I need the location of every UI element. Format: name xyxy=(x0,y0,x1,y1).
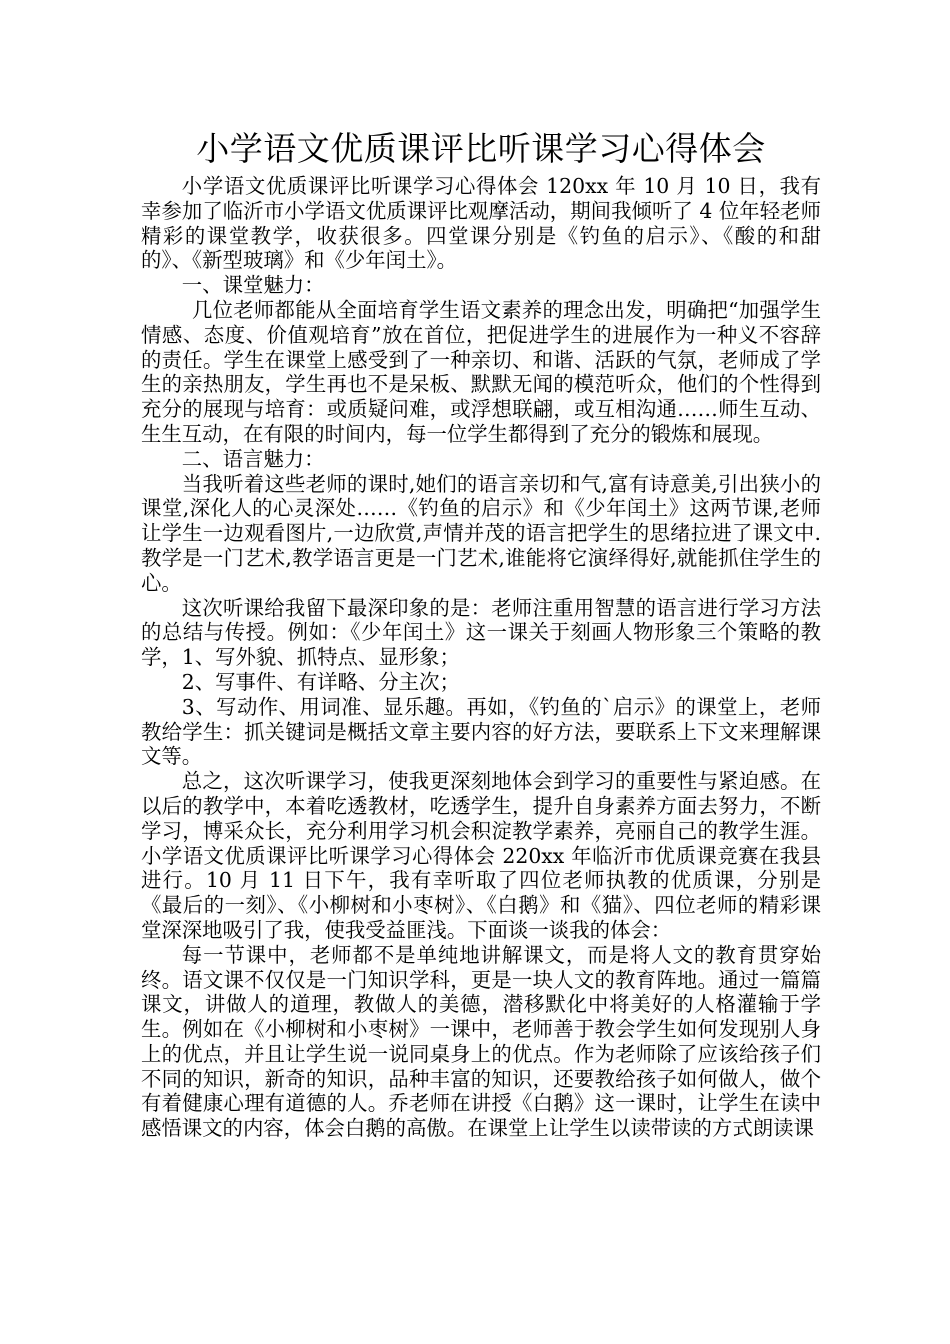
intro-paragraph: 小学语文优质课评比听课学习心得体会 120xx 年 10 月 10 日，我有幸参加了临沂市小学语文优质课评比观摩活动，期间我倾听了 4 位年轻老师精彩的课堂教学，收获很多。四堂课分别是《钓鱼的启示》、《酸的和甜的》、《新型玻璃》和《少年闰土》。 xyxy=(141,174,821,273)
paragraph-language-charm: 当我听着这些老师的课时,她们的语言亲切和气,富有诗意美,引出狭小的课堂,深化人的心灵深处……《钓鱼的启示》和《少年闰土》这两节课,老师让学生一边观看图片,一边欣赏,声情并茂的语言把学生的思绪拉进了课文中.教学是一门艺术,教学语言更是一门艺术,谁能将它演绎得好,就能抓住学生的心。 xyxy=(141,471,821,595)
section-heading-classroom-charm: 一、课堂魅力： xyxy=(181,273,325,298)
list-item-strategy-2: 2、写事件、有详略、分主次； xyxy=(181,669,460,694)
section-heading-language-charm: 二、语言魅力： xyxy=(181,446,325,471)
paragraph-summary: 总之，这次听课学习，使我更深刻地体会到学习的重要性与紧迫感。在以后的教学中，本着吃透教材，吃透学生，提升自身素养方面去努力，不断学习，博采众长，充分利用学习机会积淀教学素养，亮丽自己的教学生涯。小学语文优质课评比听课学习心得体会 220xx 年临沂市优质课竞赛在我县进行。10 月 11 日下午，我有幸听取了四位老师执教的优质课，分别是《最后的一刻》、《小柳树和小枣树》、《白鹅》和《猫》、四位老师的精彩课堂深深地吸引了我，使我受益匪浅。下面谈一谈我的体会： xyxy=(141,769,821,942)
list-item-strategy-3: 3、写动作、用词准、显乐趣。再如，《钓鱼的`启示》的课堂上，老师教给学生：抓关键词是概括文章主要内容的好方法，要联系上下文来理解课文等。 xyxy=(141,694,821,769)
document-body xyxy=(141,174,821,1141)
document-title: 小学语文优质课评比听课学习心得体会 xyxy=(196,129,766,168)
document-page xyxy=(141,126,821,1141)
paragraph-humanistic-education: 每一节课中，老师都不是单纯地讲解课文，而是将人文的教育贯穿始终。语文课不仅仅是一门知识学科，更是一块人文的教育阵地。通过一篇篇课文，讲做人的道理，教做人的美德，潜移默化中将美好的人格灌输于学生。例如在《小柳树和小枣树》一课中，老师善于教会学生如何发现别人身上的优点，并且让学生说一说同桌身上的优点。作为老师除了应该给孩子们不同的知识，新奇的知识，品种丰富的知识，还要教给孩子如何做人，做个有着健康心理有道德的人。乔老师在讲授《白鹅》这一课时，让学生在读中感悟课文的内容，体会白鹅的高傲。在课堂上让学生以读带读的方式朗读课 xyxy=(141,942,821,1141)
paragraph-deepest-impression: 这次听课给我留下最深印象的是：老师注重用智慧的语言进行学习方法的总结与传授。例如：《少年闰土》这一课关于刻画人物形象三个策略的教学，1、写外貌、抓特点、显形象； xyxy=(141,595,821,670)
paragraph-classroom-charm: 几位老师都能从全面培育学生语文素养的理念出发，明确把“加强学生情感、态度、价值观培育”放在首位，把促进学生的进展作为一种义不容辞的责任。学生在课堂上感受到了一种亲切、和谐、活跃的气氛，老师成了学生的亲热朋友，学生再也不是呆板、默默无闻的模范听众，他们的个性得到充分的展现与培育：或质疑问难，或浮想联翩，或互相沟通……师生互动、生生互动，在有限的时间内，每一位学生都得到了充分的锻炼和展现。 xyxy=(141,297,821,446)
